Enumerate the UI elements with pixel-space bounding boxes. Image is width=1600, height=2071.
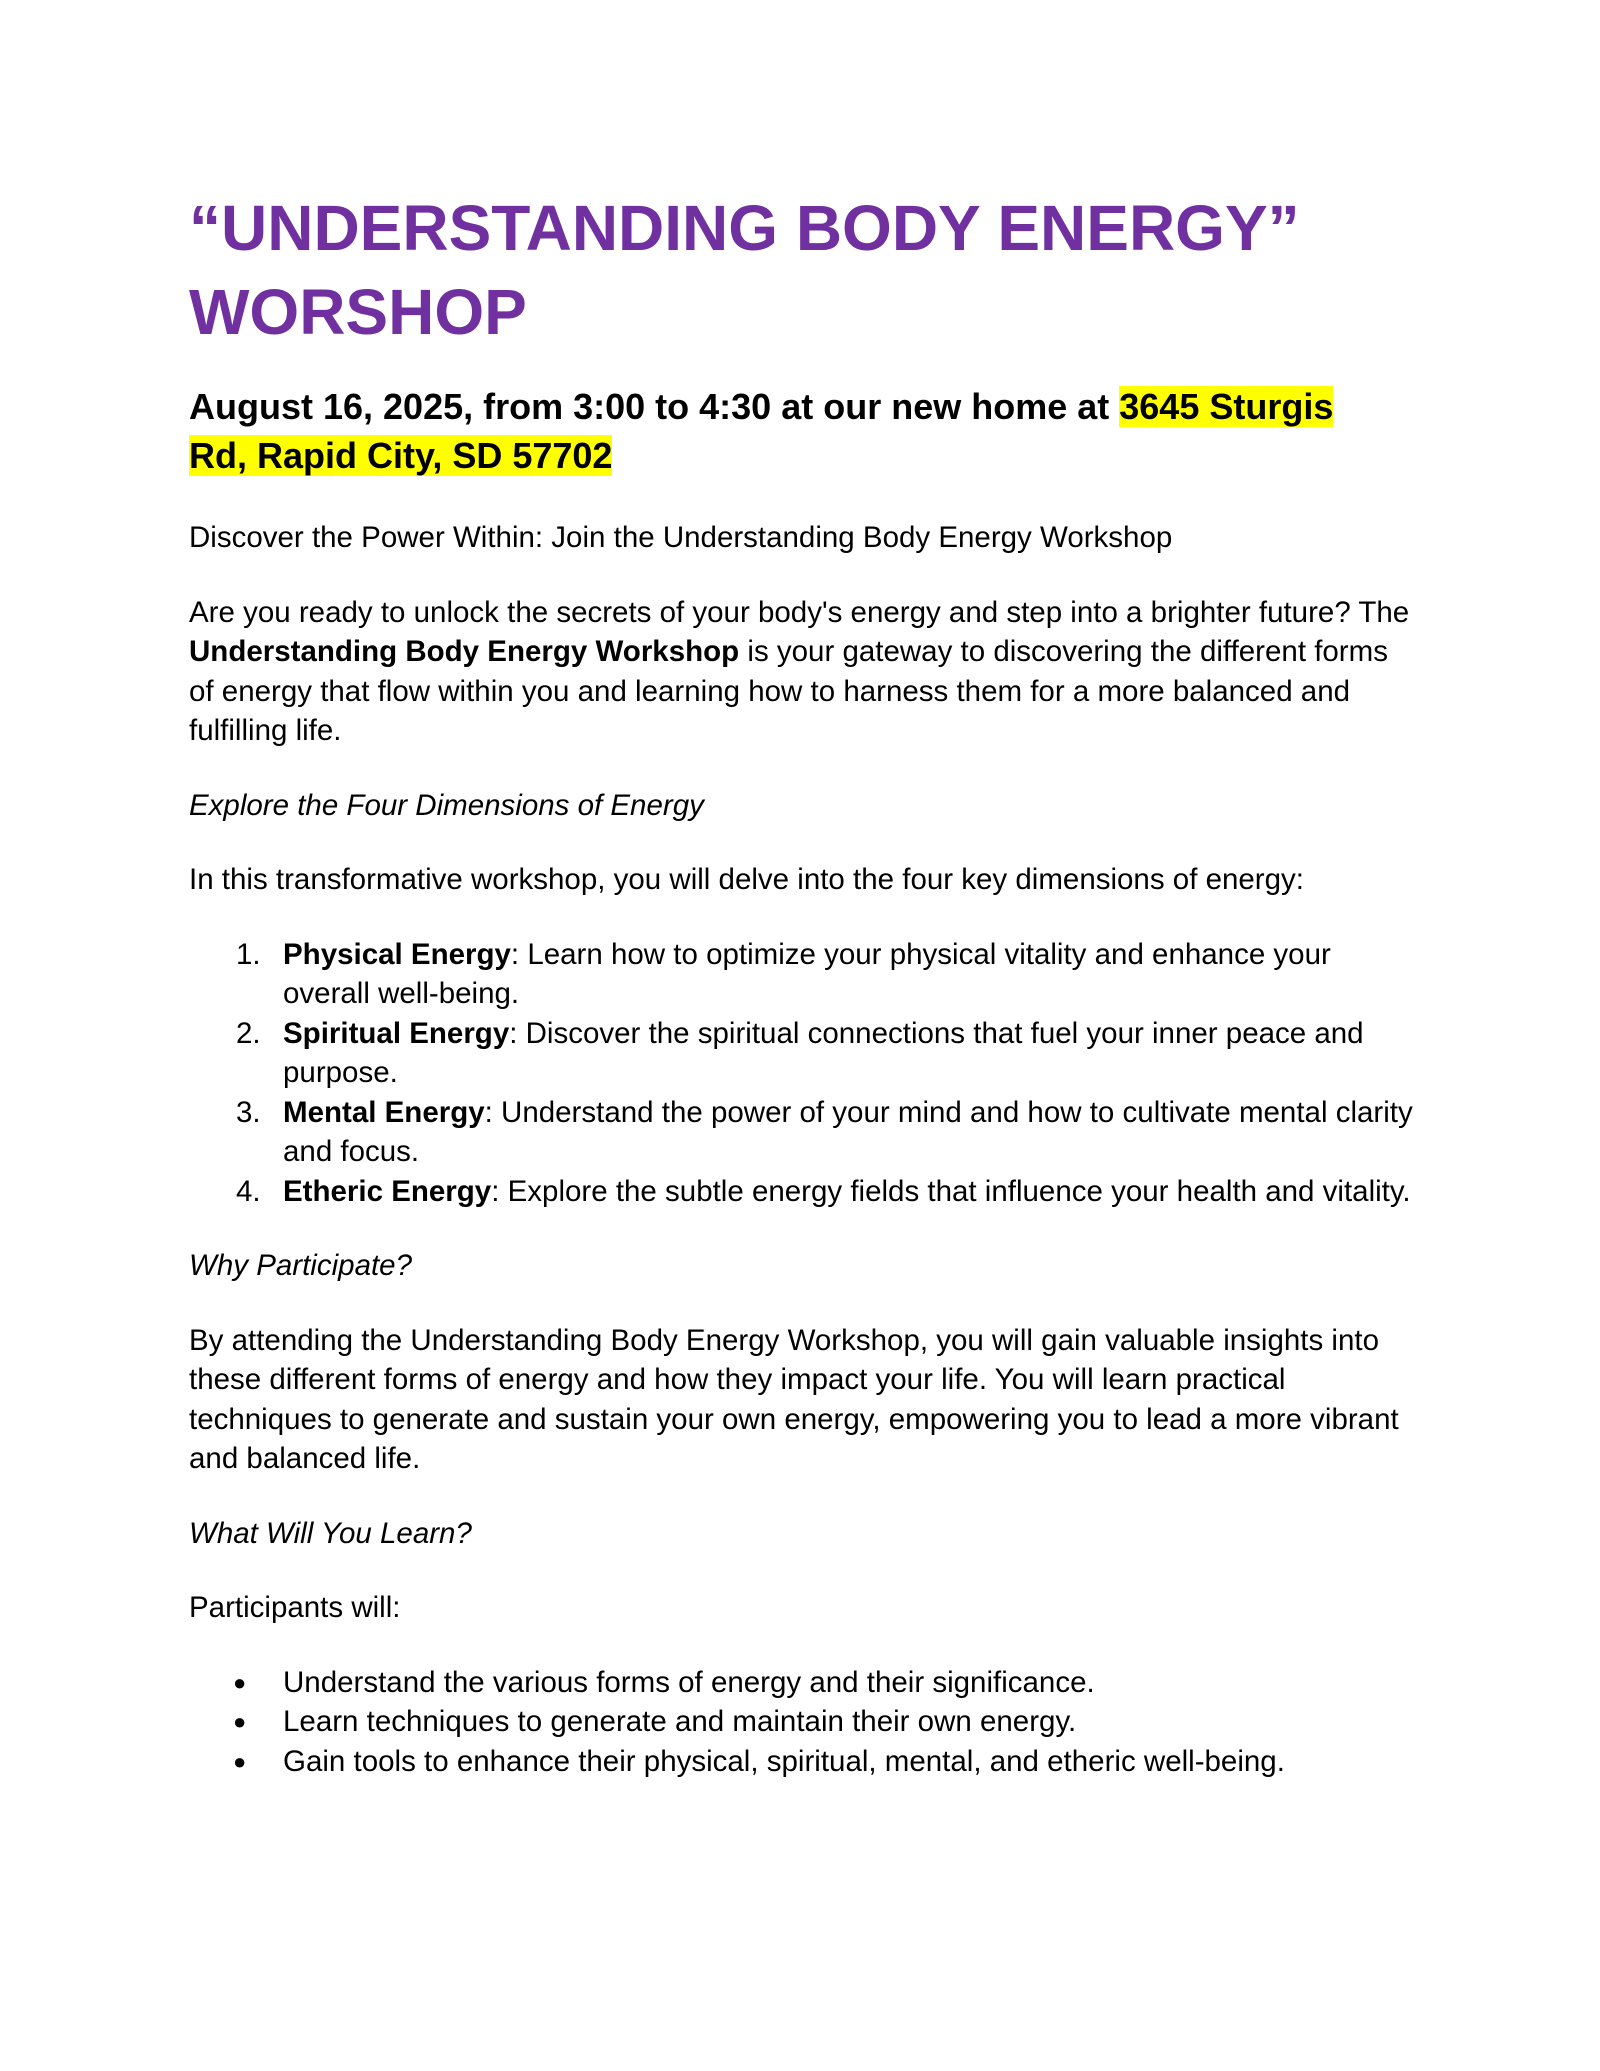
list-item xyxy=(189,1093,1419,1172)
list-item xyxy=(189,1702,1419,1742)
description-text-end: is your gateway to discovering the different forms of energy that flow within you and learning how to harness them for a more balanced and fulfilling life. xyxy=(189,635,1388,747)
list-number: 2. xyxy=(236,1016,261,1050)
title-line-2: WORSHOP xyxy=(189,276,527,348)
list-item xyxy=(189,1014,1419,1093)
dimension-name: Spiritual Energy xyxy=(283,1016,510,1050)
section-heading-learn: What Will You Learn? xyxy=(189,1516,472,1550)
participants-intro: Participants will: xyxy=(189,1591,401,1624)
list-number: 1. xyxy=(236,937,261,971)
list-number: 3. xyxy=(236,1095,261,1129)
page-title xyxy=(189,186,1419,354)
event-details xyxy=(189,382,1419,480)
document-page xyxy=(189,186,1419,1781)
section-heading-why: Why Participate? xyxy=(189,1249,412,1282)
learn-item-text: Learn techniques to generate and maintain their own energy. xyxy=(283,1705,1077,1738)
dimension-desc: : Explore the subtle energy fields that influence your health and vitality. xyxy=(491,1174,1411,1208)
bullet-icon: ● xyxy=(233,1669,247,1695)
dimension-name: Etheric Energy xyxy=(283,1174,492,1208)
section-heading-explore: Explore the Four Dimensions of Energy xyxy=(189,788,704,822)
dimension-name: Physical Energy xyxy=(283,937,511,971)
list-item xyxy=(189,1172,1419,1212)
workshop-name-bold: Understanding Body Energy Workshop xyxy=(189,635,740,668)
why-paragraph: By attending the Understanding Body Energy Workshop, you will gain valuable insights into these different forms of energy and how they impact your life. You will learn practical techniques to generate and sustain your own energy, empowering you to lead a more vibrant and balanced life. xyxy=(189,1323,1399,1475)
dimensions-intro: In this transformative workshop, you will delve into the four key dimensions of energy: xyxy=(189,863,1304,896)
event-date-time: August 16, 2025, from 3:00 to 4:30 at our new home at xyxy=(189,386,1120,427)
dimensions-list xyxy=(189,935,1419,1212)
dimension-desc: : Understand the power of your mind and how to cultivate mental clarity and focus. xyxy=(283,1095,1413,1168)
event-address-line-2: Rd, Rapid City, SD 57702 xyxy=(189,435,613,476)
list-item xyxy=(189,1663,1419,1703)
learn-item-text: Understand the various forms of energy and their significance. xyxy=(283,1665,1095,1699)
dimension-desc: : Discover the spiritual connections that fuel your inner peace and purpose. xyxy=(283,1016,1364,1089)
list-item xyxy=(189,935,1419,1014)
description-text-start: Are you ready to unlock the secrets of your body's energy and step into a brighter future? The xyxy=(189,595,1410,629)
bullet-icon: ● xyxy=(233,1709,247,1734)
title-line-1: “UNDERSTANDING BODY ENERGY” xyxy=(189,192,1300,264)
intro-text: Discover the Power Within: Join the Understanding Body Energy Workshop xyxy=(189,521,1173,554)
list-number: 4. xyxy=(236,1174,261,1208)
description-paragraph xyxy=(189,593,1419,751)
event-address-line-1: 3645 Sturgis xyxy=(1119,386,1334,427)
learn-item-text: Gain tools to enhance their physical, spiritual, mental, and etheric well-being. xyxy=(283,1744,1285,1778)
bullet-icon: ● xyxy=(233,1748,247,1774)
dimension-desc: : Learn how to optimize your physical vitality and enhance your overall well-being. xyxy=(283,937,1331,1010)
dimension-name: Mental Energy xyxy=(283,1095,485,1129)
learn-list xyxy=(189,1663,1419,1782)
list-item xyxy=(189,1742,1419,1782)
